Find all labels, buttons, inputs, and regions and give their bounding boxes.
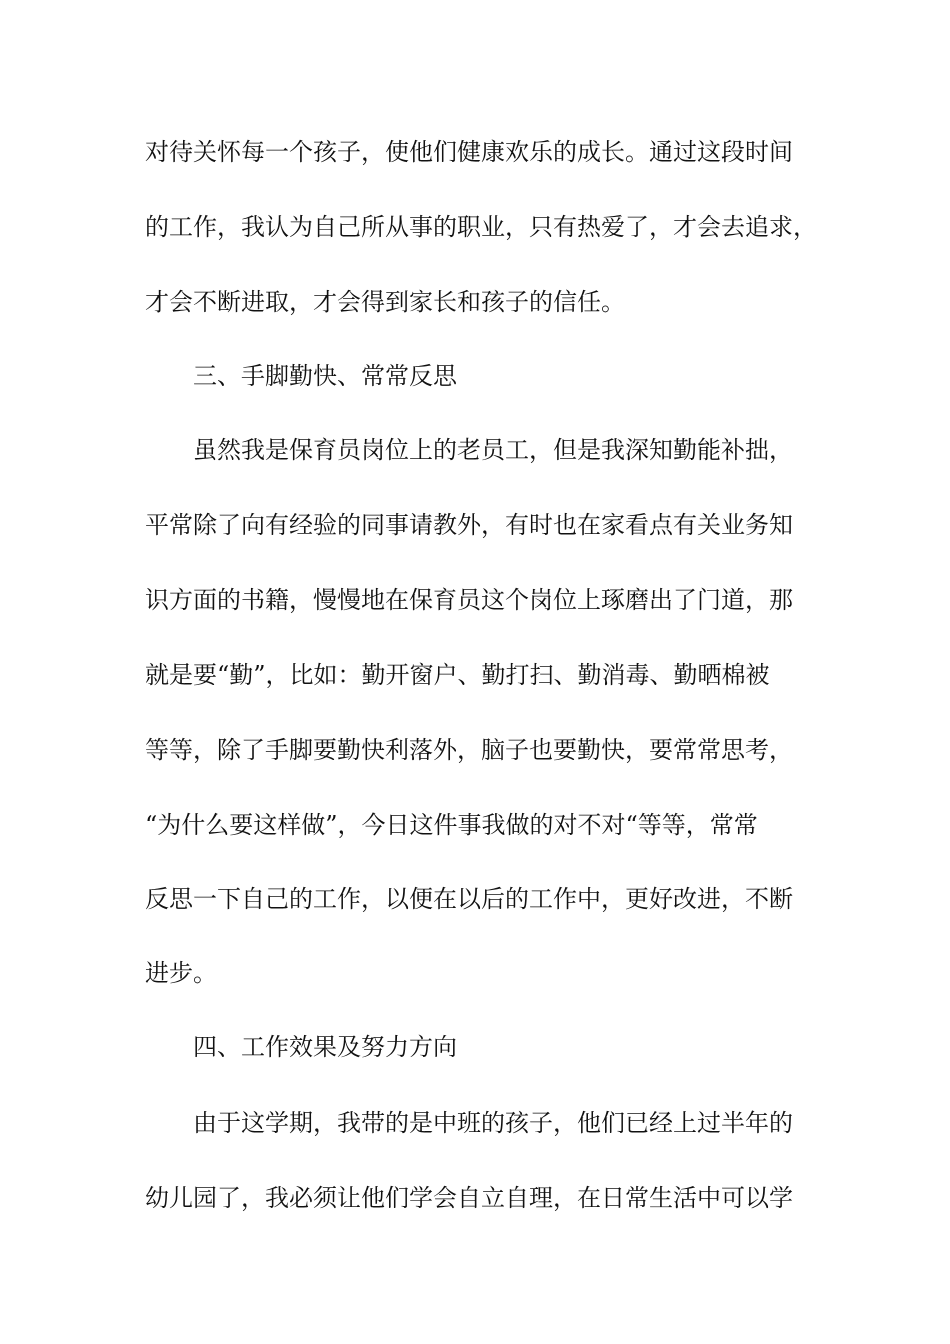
body-text-line: 平常除了向有经验的同事请教外，有时也在家看点有关业务知 [145,511,793,539]
body-text-line: 就是要“勤”，比如：勤开窗户、勤打扫、勤消毒、勤晒棉被 [145,661,770,689]
body-text-line: 反思一下自己的工作，以便在以后的工作中，更好改进，不断 [145,885,793,913]
body-text-line: 才会不断进取，才会得到家长和孩子的信任。 [145,288,625,316]
body-text-line: “为什么要这样做”，今日这件事我做的对不对“等等，常常 [145,811,758,839]
body-text-line: 识方面的书籍，慢慢地在保育员这个岗位上琢磨出了门道，那 [145,586,793,614]
paragraph-first-line: 虽然我是保育员岗位上的老员工，但是我深知勤能补拙， [193,436,793,464]
body-text-line: 进步。 [145,959,217,987]
section-heading-4: 四、工作效果及努力方向 [193,1033,457,1061]
body-text-line: 对待关怀每一个孩子，使他们健康欢乐的成长。通过这段时间 [145,138,793,166]
body-text-line: 等等，除了手脚要勤快利落外，脑子也要勤快，要常常思考， [145,736,793,764]
body-text-line: 的工作，我认为自己所从事的职业，只有热爱了，才会去追求， [145,213,817,241]
paragraph-first-line: 由于这学期，我带的是中班的孩子，他们已经上过半年的 [193,1109,793,1137]
section-heading-3: 三、手脚勤快、常常反思 [193,362,457,390]
body-text-line: 幼儿园了，我必须让他们学会自立自理，在日常生活中可以学 [145,1184,793,1212]
